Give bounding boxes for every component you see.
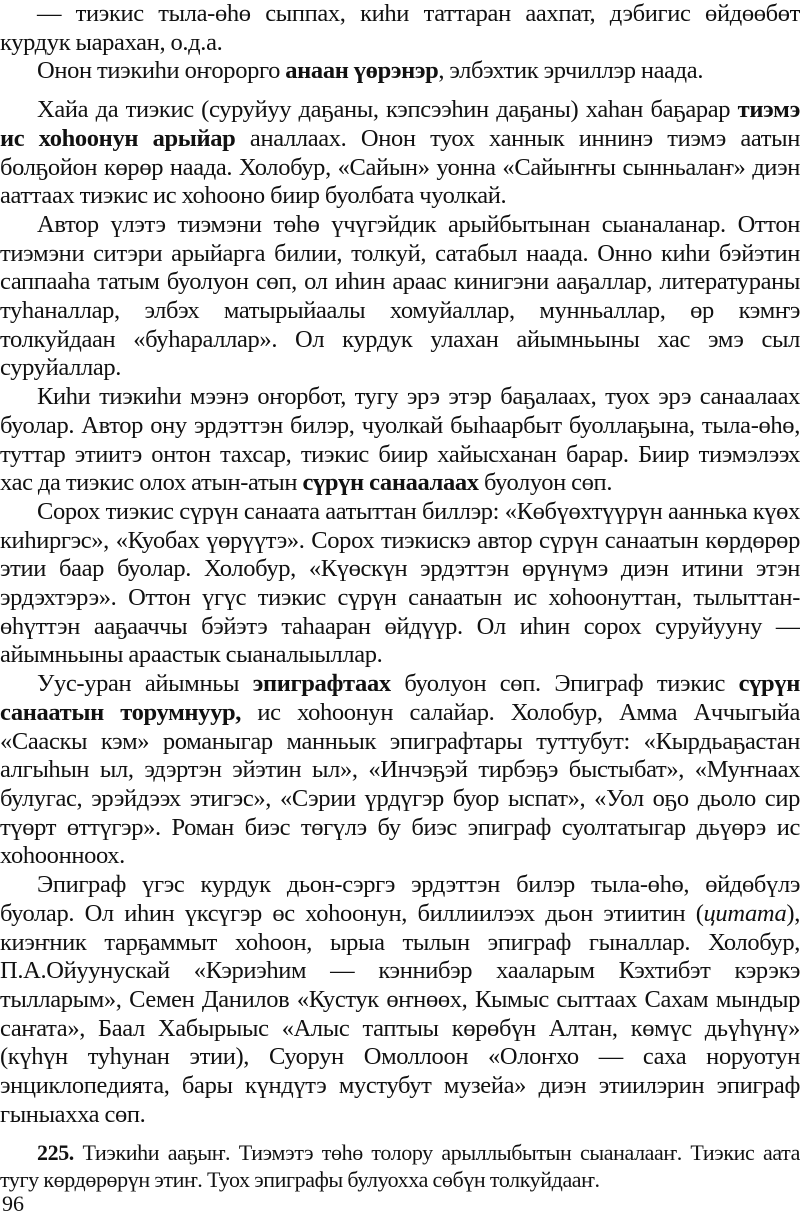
- exercise-number: 225.: [37, 1140, 74, 1166]
- text-segment: Эпиграф үгэс курдук дьон-сэргэ эрдэттэн билэр тыла-өһө, өйдөбүлэ буолар. Ол иһин үксүгэр өс хоһоонун, биллиилээх дьон этиитин (: [0, 871, 800, 927]
- page-number: 96: [2, 1191, 24, 1216]
- text-segment: ), киэҥник тарҕаммыт хоһоон, ырыа тылын эпиграф гыналлар. Холобур, П.А.Ойуунускай «Кэриэһим — кэннибэр хааларым Кэхтибэт кэрэкэ тылларым», Семен Данилов «Кустук өҥнөөх, Кымыс сыттаах Сахам мындыр саҥата», Баал Хабырыыс «Алыс таптыы көрөбүн Алтан, көмүс дьүһүнү» (күһүн туһунан этии), Суорун Омоллоон «Олоҥхо — саха норуотун энциклопедията, бары күндүтэ мустубут музейа» диэн этиилэрин эпиграф гыныахха сөп.: [0, 899, 800, 1128]
- text-segment: Автор үлэтэ тиэмэни төһө үчүгэйдик арыйбытынан сыаналанар. Оттон тиэмэни ситэри арыйарга билии, толкуй, сатабыл наада. Онно киһи бэйэтин саппааһа татым буолуон сөп, ол иһин араас кинигэни ааҕаллар, литератураны туһаналлар, элбэх матырыйаалы хомуйаллар, мунньаллар, өр кэмҥэ толкуйдаан «буһараллар». Ол курдук улахан айымньыны хас эмэ сыл суруйаллар.: [0, 210, 800, 382]
- text-segment: , элбэхтик эрчиллэр наада.: [438, 57, 704, 85]
- bold-term: сүрүн санаалаах: [302, 469, 479, 497]
- text-segment: аналлаах. Онон туох ханнык иннинэ тиэмэ аатын болҕойон көрөр наада. Холобур, «Сайын» уонна «Сайыҥҥы сынньалаҥ» диэн ааттаах тиэкис ис хоһооно биир буолбата чуолкай.: [0, 124, 800, 210]
- text-segment: Киһи тиэкиһи мээнэ оҥорбот, тугу эрэ этэр баҕалаах, туох эрэ санаалаах буолар. Автор ону эрдэттэн билэр, чуолкай быһаарбыт буоллаҕына, тыла-өһө, туттар этиитэ онтон тахсар, тиэкис биир хайысханан барар. Биир тиэмэлээх хас да тиэкис олох атын-атын: [0, 383, 800, 497]
- paragraph-intro-list-end: [0, 0, 800, 57]
- bold-term: тиэмэ ис хоһоонун арыйар: [0, 96, 800, 152]
- text-segment: Сорох тиэкис сүрүн санаата аатыттан биллэр: «Көбүөхтүүрүн ааннька күөх киһиргэс», «Куобах үөрүүтэ». Сорох тиэкискэ автор сүрүн санаатын көрдөрөр этии баар буолар. Холобур, «Күөскүн эрдэттэн өрүнүмэ диэн итини этэн эрдэхтэрэ». Оттон үгүс тиэкис сүрүн санаатын ис хоһоонуттан, тылыттан-өһүттэн ааҕааччы бэйэтэ таһааран өйдүүр. Ол иһин сорох суруйууну — айымньыны араастык сыаналыыллар.: [0, 497, 800, 669]
- paragraph-epigraph: [0, 670, 800, 871]
- paragraph-title-examples: [0, 498, 800, 670]
- paragraph-main-idea: [0, 383, 800, 498]
- text-segment: Уус-уран айымньы: [37, 670, 253, 698]
- italic-term: цитата: [703, 899, 787, 927]
- exercise-225: [0, 1139, 800, 1193]
- text-segment: буолуон сөп.: [478, 469, 613, 497]
- text-segment: Хайа да тиэкис (суруйуу даҕаны, кэпсээһин даҕаны) хаһан баҕарар: [37, 96, 738, 124]
- text-segment: — тиэкис тыла-өһө сыппах, киһи таттаран аахпат, дэбигис өйдөөбөт курдук ыарахан, о.д.а.: [0, 0, 800, 56]
- paragraph-practice: [0, 57, 800, 86]
- text-segment: ис хоһоонун салайар. Холобур, Амма Аччыгыйа «Сааскы кэм» романыгар манньык эпиграфтары туттубут: «Кырдьаҕастан алгыһын ыл, эдэртэн эйэтин ыл», «Инчэҕэй тирбэҕэ быстыбат», «Муҥнаах булугас, эрэйдээх этигэс», «Сэрии үрдүгэр буор ыспат», «Уол оҕо дьоло сир түөрт өттүгэр». Роман биэс төгүлэ бу биэс эпиграф суолтатыгар дьүөрэ ис хоһооннoох.: [0, 698, 800, 870]
- exercise-text: Тиэкиһи ааҕыҥ. Тиэмэтэ төһө толору арыллыбытын сыаналааҥ. Тиэкис аата тугу көрдөрөрүн этиҥ. Туох эпиграфы булуохха сөбүн толкуйдааҥ.: [0, 1140, 800, 1193]
- paragraph-theme: [0, 96, 800, 211]
- paragraph-epigraph-examples: [0, 871, 800, 1129]
- text-segment: Онон тиэкиһи оҥорорго: [37, 57, 286, 85]
- paragraph-author-work: [0, 211, 800, 383]
- bold-term: анаан үөрэнэр: [285, 57, 439, 85]
- bold-term: эпиграфтаах: [252, 670, 391, 698]
- text-segment: буолуон сөп. Эпиграф тиэкис: [390, 670, 739, 698]
- bold-term: сүрүн санаатын торумнуур,: [0, 670, 800, 726]
